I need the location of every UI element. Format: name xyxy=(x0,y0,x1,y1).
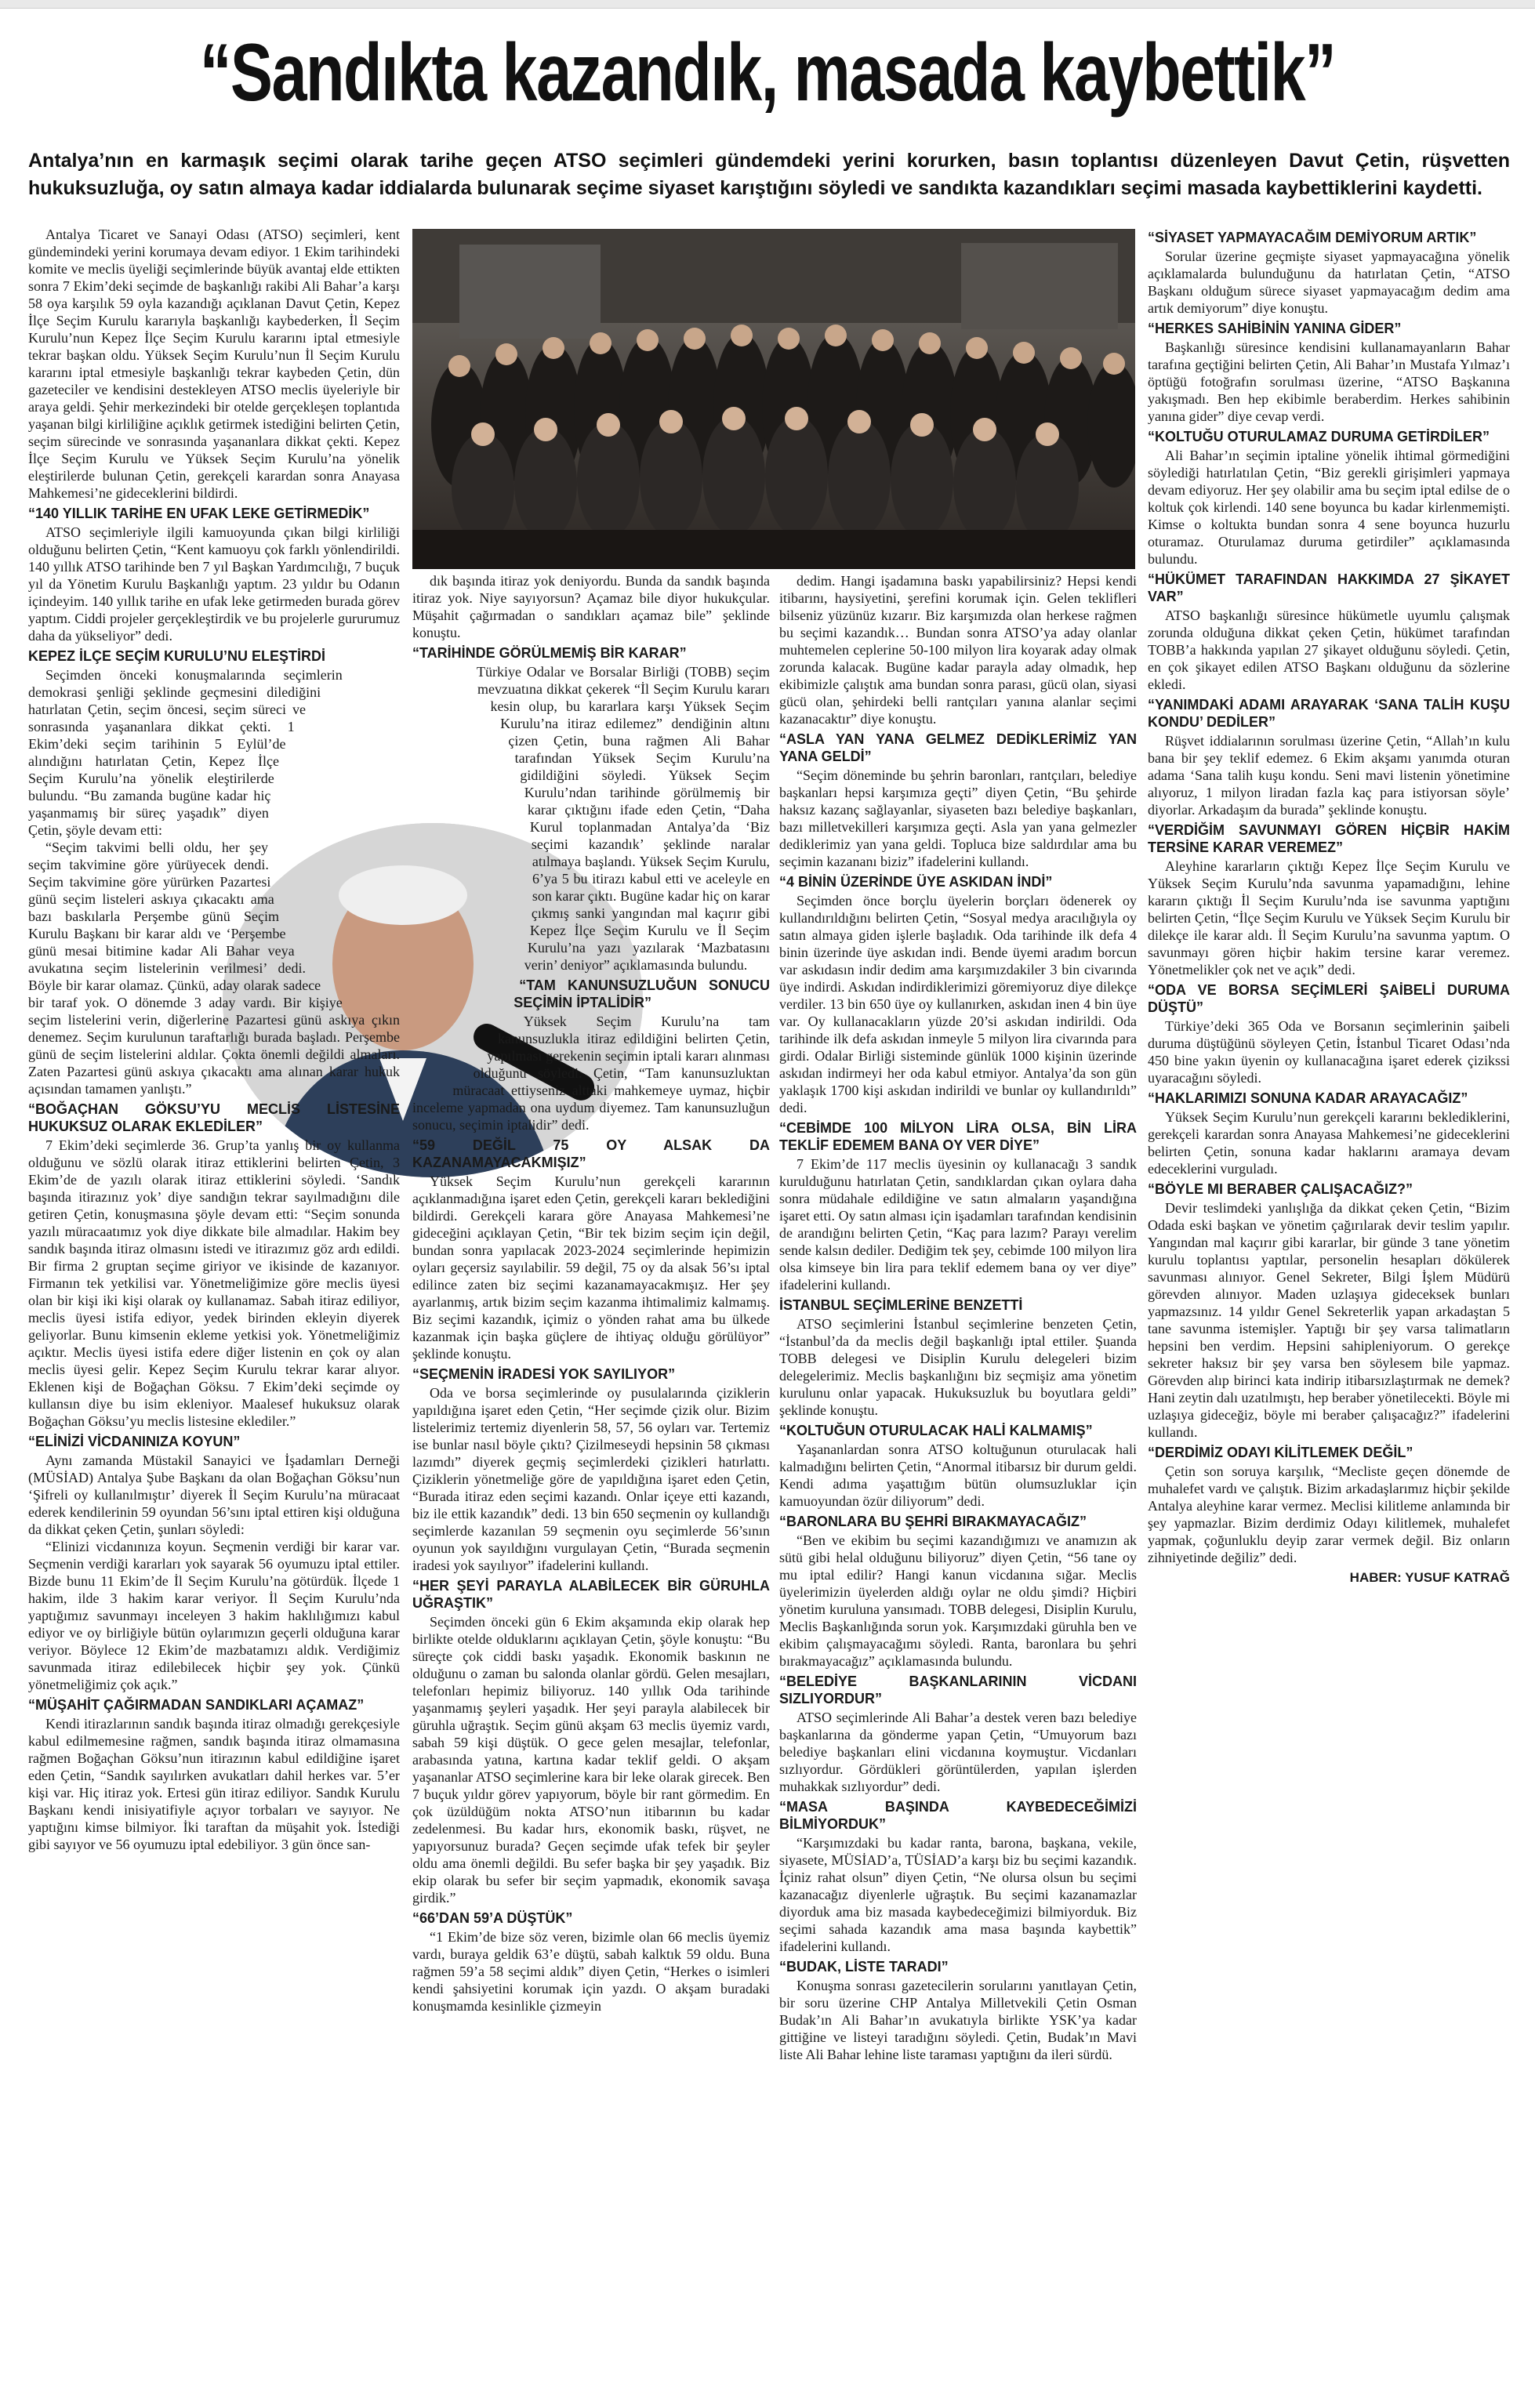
paragraph: Antalya Ticaret ve Sanayi Odası (ATSO) seçimleri, kent gündemindeki yerini korumaya devam ediyor. 1 Ekim tarihindeki komite ve meclis üyeliği seçimlerinde büyük avantaj elde ettikten sonra 7 Ekim’deki seçimde de başkanlığı rakibi Ali Bahar’a karşı 58 oya karşılık 59 oyla kazandığı açıklanan Davut Çetin, Kepez İlçe Seçim Kurulu kararıyla başkanlığı kaybederken, İl Seçim Kurulu’nun Kepez İlçe Seçim Kurulu kararını iptal etmesiyle tekrar başkan oldu. Yüksek Seçim Kurulu’nun İl Seçim Kurulu kararını iptal etmesiyle başkanlığı tekrar kaybeden Çetin, dün gazeteciler ve kendisini destekleyen ATSO meclis üyeleriyle bir araya geldi. Şehir merkezindeki bir otelde gerçekleşen toplantıda yaşanan bilgi kirliliğine açıklık getirmek istediğini belirten Çetin, seçim sürecinde ve sonrasında yaşananlara dikkat çekti. Kepez İlçe Seçim Kurulu ve Yüksek Seçim Kurulu’na yönelik eleştirilerde bulunan Çetin, gerekçeli karardan sonra Anayasa Mahkemesi’ne gideceklerini bildirdi. xyxy=(28,227,400,501)
paragraph: “Seçim döneminde bu şehrin baronları, rantçıları, belediye başkanları hepsi karşımıza geçti” diyen Çetin, “Bu şehirde haksız kazanç sağlayanlar, siyaseten bazı belediye başkanları, bazı milletvekilleri karşımıza geçti. Asla yan yana gelmezler dediklerimiz yan yana geldi. Topluca bize saldırdılar ama bu seçimin kazananı biziz” ifadelerini kullandı. xyxy=(779,767,1137,869)
paragraph: Sorular üzerine geçmişte siyaset yapmayacağına yönelik açıklamalarda bulunduğunu da hatırlatan Çetin, “ATSO Başkanı olduğum sürece siyaset yapmayacağım dedim ama artık demiyorum” diye konuştu. xyxy=(1148,248,1510,316)
paragraph: “Ben ve ekibim bu seçimi kazandığımızı ve anamızın ak sütü gibi helal olduğunu biliyoruz” diyen Çetin, “56 tane oy mu iptal edilir? Hangi kanun vicdanına sığar. Meclis üyelerimizin üyelerden aldığı oylar ne oldu şimdi? Hiçbiri yönetim kuruluna yansımadı. TOBB delegesi, Disiplin Kurulu, Meclis Başkanlığında sorun yok. Karşımızdaki güruhla ben ve ekibim çalışmayacağımı söyledi. Ranta, baronlara bu şehri bırakmayacağız” açıklamasında bulundu. xyxy=(779,1532,1137,1669)
subheading: “TARİHİNDE GÖRÜLMEMİŞ BİR KARAR” xyxy=(412,645,687,661)
paragraph: Başkanlığı süresince kendisini kullanamayanların Bahar tarafına geçtiğini belirten Çetin, Ali Bahar’ın Mustafa Yılmaz’ı öptüğü fotoğrafın sorulması üzerine, “ATSO Başkanına yakışmadı. Ben hep ekibimle beraberdim. Herkes sahibinin yanına gider” diye cevap verdi. xyxy=(1148,339,1510,424)
subheading: “ELİNİZİ VİCDANINIZA KOYUN” xyxy=(28,1434,241,1449)
subheading: “4 BİNİN ÜZERİNDE ÜYE ASKIDAN İNDİ” xyxy=(779,874,1053,890)
paragraph: ATSO başkanlığı süresince hükümetle uyumlu çalışmak zorunda olduğuna dikkat çeken Çetin, hükümet tarafından TOBB’a hakkında yapılan 27 şikayet olduğunu söyledi. Çetin, en çok şikayet edilen ATSO Başkanı olduğunu da sözlerine ekledi. xyxy=(1148,607,1510,692)
byline: HABER: YUSUF KATRAĞ xyxy=(1349,1570,1510,1585)
paragraph: Ali Bahar’ın seçimin iptaline yönelik ihtimal görmediğini söylediği hatırlatılan Çetin, “Biz gerekli girişimleri yapmaya devam ediyoruz. Her şey olabilir ama bu seçim iptal edilse de o koltuk çok kirlendi. 140 sene boyunca bu kadar kirlenmemişti. Kimse o koltukta bundan sonra 4 sene boyunca huzurlu oturamaz. Oturulamaz duruma getirdiler” açıklamasında bulundu. xyxy=(1148,448,1510,567)
paragraph: Çetin son soruya karşılık, “Mecliste geçen dönemde de muhalefet vardı ve çalıştık. Bizim arkadaşlarımız hiçbir şekilde Antalya aleyhine karar vermez. Meclisi kilitleme anlamında bir şey yapmazlar. Bizim derdimiz Odayı kilitlemek, muhalefet yapmak, çoğunluklu deyip zarar vermek değil. Biz onların zihniyetinde değiliz” dedi. xyxy=(1148,1463,1510,1565)
subheading: “ASLA YAN YANA GELMEZ DEDİKLERİMİZ YAN YANA GELDİ” xyxy=(779,731,1137,764)
paragraph: Yaşananlardan sonra ATSO koltuğunun oturulacak hali kalmadığını belirten Çetin, “Anormal itibarsız bir durum geldi. Kendi adıma yaşattığım bütün olumsuzluklar için kamuoyundan özür diliyorum” dedi. xyxy=(779,1442,1137,1509)
subheading: “YANIMDAKİ ADAMI ARAYARAK ‘SANA TALİH KUŞU KONDU’ DEDİLER” xyxy=(1148,697,1510,730)
paragraph: 7 Ekim’deki seçimlerde 36. Grup’ta yanlış bir oy kullanma olduğunu ve sözlü olarak itiraz ettiklerini belirten Çetin, 3 Ekim’de de yazılı olarak itiraz ettiklerini söyledi. ‘Sandık başında itirazınız yok’ diye sandığın tekrar sayılmadığını dile getiren Çetin, konuşmasına şöyle devam etti: “Seçim sonunda yazılı müracaatımız yok diye dikkate bile almadılar. Hakim bey sandık başında itiraz olmasını istedi ve itirazımız göz ardı edildi. Bir firma 2 gruptan seçime giriyor ve ikisinde de kazanıyor. Firmanın tek yetkilisi var. Yönetmeliğimize göre meclis üyesi olan bir kişi iki kişi olarak oy kullanamaz. Sabah itiraz ediliyor, meclis üyesi istifa ediyor, yedek birinden ekleyin diyerek geliyorlar. Bunu kimsenin ekleme yetkisi yok. Yönetmeliğimiz açıktır. Meclis üyesi istifa edere diğer listenin en çok oy alan meclis üyesi gelir. Kepez Seçim Kurulu tekrar karar alıyor. Eklenen kişi de Boğaçhan Göksu. 7 Ekim’deki seçimde oy kullansın diye bu isim ekleniyor. Maalesef hukuksuz olarak Boğaçhan Göksu’yu meclis listesine eklediler.” xyxy=(28,1137,400,1429)
paragraph: Seçimden önceki konuşmalarında seçimlerin demokrasi şenliği şeklinde geçmesini dilediğini hatırlatan Çetin, seçim öncesi, seçim süreci ve sonrasında yaşananlara dikkat çekti. 1 Ekim’deki seçim tarihinin 5 Eylül’de alındığını hatırlatan Çetin, Kepez İlçe Seçim Kurulu’na yönelik eleştirilerde bulundu. “Bu zamanda bugüne kadar hiç yaşanmamış bir süreç yaşadık” diyen Çetin, şöyle devam etti: xyxy=(28,667,343,838)
column-3 xyxy=(779,572,1137,2374)
subheading: “59 DEĞİL 75 OY ALSAK DA KAZANAMAYACAKMIŞIZ” xyxy=(412,1137,770,1170)
paragraph: Türkiye Odalar ve Borsalar Birliği (TOBB) seçim mevzuatına dikkat çekerek “İl Seçim Kurulu kararı kesin olup, bu kararlara karşı Yüksek Seçim Kurulu’na itiraz edilemez” dendiğinin altını çizen Çetin, buna rağmen Ali Bahar tarafından Yüksek Seçim Kurulu’na gidildiğini söyledi. Yüksek Seçim Kurulu’ndan tarihinde görülmemiş bir karar çıktığını ifade eden Çetin, “Daha Kurul toplanmadan Antalya’da ‘Biz seçimi kazandık’ şeklinde naralar atılmaya başlandı. Yüksek Seçim Kurulu, 6’ya 5 bu itirazı kabul etti ve aceleyle en son karar çıktı. Bugüne kadar hiç on karar çıkmış sanki yangından mal kaçırır gibi Kepez İlçe Seçim Kurulu ve İl Seçim Kurulu’na yazı yazılarak ‘Mazbatasını verin’ deniyor” açıklamasında bulundu. xyxy=(476,664,770,973)
group-photo-illustration xyxy=(412,229,1135,569)
paragraph: Türkiye’deki 365 Oda ve Borsanın seçimlerinin şaibeli duruma düştüğünü söyleyen Çetin, İstanbul Ticaret Odası’nda 450 bine yakın üyenin oy kullanacağına işaret ederek çizikssi uyaracağını söyledi. xyxy=(1148,1018,1510,1086)
group-photo xyxy=(412,229,1135,569)
paragraph: ATSO seçimleriyle ilgili kamuoyunda çıkan bilgi kirliliği olduğunu belirten Çetin, “Kent kamuoyu çok farklı yönlendirildi. 140 yıllık ATSO tarihinde ben 7 yıl Başkan Yardımcılığı, 7 buçuk yıl da Yönetim Kurulu Başkanlığı yaptım. 23 yıldır bu Odanın içindeyim. 140 yıllık tarihe en ufak leke getirmeden burada görev yaptım. Ciddi projeler gerçekleştirdik ve bu projelerle gururumuz daha da yükseliyor” dedi. xyxy=(28,524,400,644)
subheading: KEPEZ İLÇE SEÇİM KURULU’NU ELEŞTİRDİ xyxy=(28,648,326,664)
paragraph: Oda ve borsa seçimlerinde oy pusulalarında çiziklerin yapıldığına işaret eden Çetin, “Her seçimde çizik olur. Bizim listelerimiz tertemiz diyenlerin 58, 57, 56 oyları var. Tertemiz ise bunlar nasıl böyle çıktı? Çizilmeseydi hepsinin 58 çıkması lazımdı” diyerek geçmiş seçimlerdeki çizikleri hatırlattı. Çiziklerin yönetmeliğe göre de yapıldığına işaret eden Çetin, “Burada itiraz eden seçimi kazandı. Onlar içeye etti kazandı, biz ile ettik kazandık” dedi. 13 bin 650 seçmenin oy kullandığı seçimlerde kazanılan 59 seçmenin oyu seçimlerde 56’sının oyunun yok sayıldığını vurgulayan Çetin, “Burada seçmenin iradesi yok sayılıyor” ifadelerini kullandı. xyxy=(412,1385,770,1573)
subheading: İSTANBUL SEÇİMLERİNE BENZETTİ xyxy=(779,1297,1023,1313)
paragraph: Konuşma sonrası gazetecilerin sorularını yanıtlayan Çetin, bir soru üzerine CHP Antalya Milletvekili Çetin Osman Budak’ın Ali Bahar’ın avukatıyla birlikte YSK’ya kadar gittiğine ve listeyi taradığını söyledi. Çetin, Budak’ın Mavi liste Ali Bahar lehine liste taraması yaptığını da ileri sürdü. xyxy=(779,1978,1137,2062)
subheading: “ODA VE BORSA SEÇİMLERİ ŞAİBELİ DURUMA DÜŞTÜ” xyxy=(1148,982,1510,1015)
subheading: “VERDİĞİM SAVUNMAYI GÖREN HİÇBİR HAKİM TERSİNE KARAR VEREMEZ” xyxy=(1148,822,1510,855)
subheading: “BOĞAÇHAN GÖKSU’YU MECLİS LİSTESİNE HUKUKSUZ OLARAK EKLEDİLER” xyxy=(28,1101,400,1134)
subheading: “BÖYLE MI BERABER ÇALIŞACAĞIZ?” xyxy=(1148,1181,1413,1197)
paragraph: 7 Ekim’de 117 meclis üyesinin oy kullanacağı 3 sandık kurulduğunu hatırlatan Çetin, sandıklardan çıkan oylara daha sonra müdahale edildiğine ve satın almaların yaşandığına işaret etti. Oy satın alması için işadamları tarafından kendisinin de arandığını belirten Çetin, “Kaç para lazım? Parayı verelim sende kalsın dediler. Dediğim tek şey, cebimde 100 milyon lira olsa kimseye bin lira para teklif edemem bana oy ver diye” ifadelerini kullandı. xyxy=(779,1156,1137,1293)
paragraph: Aleyhine kararların çıktığı Kepez İlçe Seçim Kurulu ve Yüksek Seçim Kurulu’nda savunma yapamadığını, lehine kararın çıktığı İl Seçim Kurulu’nda ise savunma yaptığını belirten Çetin, “İlçe Seçim Kurulu ve Yüksek Seçim Kurulu bir dilekçe ile karar aldı. İl Seçim Kurulu’na savunma yaptım. O savunmayı gören hiçbir hakim tersine karar veremez. Yönetmelikler çok net ve açık” dedi. xyxy=(1148,858,1510,977)
paragraph: Kendi itirazlarının sandık başında itiraz olmadığı gerekçesiyle kabul edilmemesine rağmen, sandık başında itiraz olmamasına rağmen Boğaçhan Göksu’nun itirazının kabul edildiğine işaret eden Çetin, “Sandık sayılırken avukatları dahil herkes var. 5’er kişi var. Hiç itiraz yok. Ertesi gün itiraz ediliyor. Sandık Kurulu Başkanı kendi inisiyatifiyle açıyor torbaları ve sayıyor. Ne yaptığını kimse bilmiyor. İki taraftan da müşahit yok. İstediği gibi sayıyor ve 56 oyumuzu iptal edebiliyor. 3 gün önce san- xyxy=(28,1716,400,1852)
paragraph: “1 Ekim’de bize söz veren, bizimle olan 66 meclis üyemiz vardı, buraya geldik 63’e düştü, sabah kalktık 59 oldu. Buna rağmen 59’a 58 seçimi aldık” diyen Çetin, “Herkes o isimleri kendi şahsiyetini korumak için yazdı. O akşam buradaki konuşmamda kesinlikle çizmeyin xyxy=(412,1929,770,2014)
paragraph: Devir teslimdeki yanlışlığa da dikkat çeken Çetin, “Bizim Odada eski başkan ve yönetim çağırılarak devir teslim yapılır. Yangından mal kaçırır gibi kararlar, bir günde 3 tane yönetim kurulu toplantısı yaptılar, personelin hesapları dökülerek savunması alınıyor. Genel Sekreter, Bilgi İşlem Müdürü görevden alınıyor. Maden uzlaşıya gideceksek bunları yapmazsınız. 14 yıldır Genel Sekreterlik yapan arkadaştan 5 tane savunma istemişler. Yaptığı bir şey varsa talimatların hepsini ben verdim. Hepsini sahipleniyorum. O gerekçe sekreter haksız bir şey varsa ben söylesem bile yapmaz. Görevden alıp birinci kata indirip itibarsızlaştırmak ne demek? Hani zeytin dalı uzatılmıştı, hep beraber yönetilecekti. Böyle mi uzlaşıya gideceğiz, böyle mi beraber çalışacağız?” ifadelerini kullandı. xyxy=(1148,1200,1510,1440)
column-4 xyxy=(1148,226,1510,2374)
subheading: “TAM KANUNSUZLUĞUN SONUCU SEÇİMİN İPTALİDİR” xyxy=(513,977,770,1010)
subheading: “SİYASET YAPMAYACAĞIM DEMİYORUM ARTIK” xyxy=(1148,230,1477,245)
paragraph: “Elinizi vicdanınıza koyun. Seçmenin verdiği bir karar var. Seçmenin verdiği kararları yok sayarak 56 oyumuzu iptal ettiler. Bizde bunu 11 Ekim’de İl Seçim Kurulu’na götürdük. İlçede 1 hakim, ilde 3 hakim karar veriyor. İl Seçim Kurulu’nda yaptığımız savunmayı inceleyen 3 hakim haklılığımızı kabul ediyor ve oy birliğiyle bütün oylarımızın geçerli olduğuna karar veriyor. Böylece 12 Ekim’de mazbatamızı aldık. Verdiğimiz savunmada itiraz edilebilecek hiçbir şey yok. Çünkü yönetmeliğimiz çok açık.” xyxy=(28,1539,400,1692)
paragraph: Aynı zamanda Müstakil Sanayici ve İşadamları Derneği (MÜSİAD) Antalya Şube Başkanı da olan Boğaçhan Göksu’nun ‘Şifreli oy kullanılmıştır’ diyerek İl Seçim Kurulu’na müracaat ederek kendilerinin 59 oyundan 56’sını iptal ettiren kişi olduğuna da dikkat çeken Çetin, şunları söyledi: xyxy=(28,1452,400,1537)
paragraph: “Karşımızdaki bu kadar ranta, barona, başkana, vekile, siyasete, MÜSİAD’a, TÜSİAD’a karşı biz bu seçimi kazandık. İçiniz rahat olsun” diyen Çetin, “Ne olursa olsun bu seçimi kazanacağız diyenlerle uğraştık. Bu seçimi kazanamazlar diyorduk ama biz masada kaybedeceğimizi bilmiyorduk. Biz seçimi sahada kazandık ama masa başında kaybettik” ifadelerini kullandı. xyxy=(779,1835,1137,1954)
subheading: “HERKES SAHİBİNİN YANINA GİDER” xyxy=(1148,321,1402,336)
subheading: “CEBİMDE 100 MİLYON LİRA OLSA, BİN LİRA TEKLİF EDEMEM BANA OY VER DİYE” xyxy=(779,1120,1137,1153)
subheading: “HER ŞEYİ PARAYLA ALABİLECEK BİR GÜRUHLA UĞRAŞTIK” xyxy=(412,1578,770,1611)
column-1 xyxy=(28,226,400,2374)
subheading: “HAKLARIMIZI SONUNA KADAR ARAYACAĞIZ” xyxy=(1148,1090,1468,1106)
paragraph: Rüşvet iddialarının sorulması üzerine Çetin, “Allah’ın kulu bana bir şey teklif edemez. 6 Ekim akşamı yanımda oturan adama ‘Sana talih kuşu kondu. Seni mavi listenin yönetimine alıyoruz, 1 milyon liradan fazla kaç para istiyorsan söyle’ diyorlar. Arkadaşım da burada” şeklinde konuştu. xyxy=(1148,733,1510,818)
subheading: “KOLTUĞU OTURULAMAZ DURUMA GETİRDİLER” xyxy=(1148,429,1490,444)
subheading: “KOLTUĞUN OTURULACAK HALİ KALMAMIŞ” xyxy=(779,1423,1093,1438)
paragraph: dedim. Hangi işadamına baskı yapabilirsiniz? Hepsi kendi itibarını, haysiyetini, şerefini korumak için. Gelen teklifleri bilseniz yüzünüz kızarır. Biz karşımızda olan herkese rağmen bu seçimi kazandık… Bundan sonra ATSO’ya aday olanlar muhtemelen ceplerine 50-100 milyon lira koyarak aday olmak zorunda kalacak. Bugüne kadar parayla aday olmadık, hep ekibimizle çalıştık ama bundan sonra parası, gücü olan, siyasi gücü olan, şehirdeki belli rantçıları yanına alanlar seçimi kazanacaktır” diye konuştu. xyxy=(779,573,1137,727)
column-2 xyxy=(412,572,770,2374)
subheading: “BARONLARA BU ŞEHRİ BIRAKMAYACAĞIZ” xyxy=(779,1514,1087,1529)
subheading: “BELEDİYE BAŞKANLARININ VİCDANI SIZLIYORDUR” xyxy=(779,1674,1137,1706)
paragraph: Seçimden önce borçlu üyelerin borçları ödenerek oy kullandırıldığını belirten Çetin, “Sosyal medya aracılığıyla oy satın almaya giden işlerle başladık. Oda tarihinde ilk defa 4 binin üzerinde üye askıdan indi. Bende üyemi aradım borcun var askıdasın indir dedim ama karşımızdakiler 3 bin civarında üye indirdi. Askıdan indirdiklerimizi göremiyoruz diye dilekçe verdiler. 13 bin 650 üye oy kullanırken, askıdan inen 4 bin üye var. Oy kullanacakların yüzde 20’si askıdan indirildi. Oda tarihinde ilk defa askıdan inmeyle 5 milyon lira civarında para girdi. Odalar Birliği sisteminde günlük 1000 kişinin üzerinde askıdan indirmeyi her oda kabul etmiyor. Antalya’da son gün yaklaşık 1700 kişi askıdan indirildi ve bunlar oy kullandırıldı” dedi. xyxy=(779,893,1137,1115)
subheading: “BUDAK, LİSTE TARADI” xyxy=(779,1959,949,1975)
subheading: “MASA BAŞINDA KAYBEDECEĞİMİZİ BİLMİYORDUK” xyxy=(779,1799,1137,1832)
subheading: “MÜŞAHİT ÇAĞIRMADAN SANDIKLARI AÇAMAZ” xyxy=(28,1697,365,1713)
paragraph: dık başında itiraz yok deniyordu. Bunda da sandık başında itiraz yok. Niye sayıyorsun? Açamaz bile diyor hukukçular. Müşahit çağırmadan o sandıkları açamaz bile” şeklinde konuştu. xyxy=(412,573,770,640)
paragraph: Yüksek Seçim Kurulu’nun gerekçeli kararının açıklanmadığına işaret eden Çetin, gerekçeli kararı beklediğini bildirdi. Gerekçeli karara göre Anayasa Mahkemesi’ne gideceğini açıklayan Çetin, “Bir tek bizim seçim için değil, bundan sonra yapılacak 2023-2024 seçimlerinde hepimizin oyları geçersiz sayılabilir. 59 değil, 75 oy da alsak 56’sı iptal edilince zaten biz seçimi kazanamayacakmışız. Her şey ayarlanmış, artık bizim seçim kazanma ihtimalimiz kalmamış. Biz seçimi kazandık, içimiz o yönden rahat ama bu ülkede kazanmak için başka güçlere de ihtiyaç olduğu görülüyor” şeklinde konuştu. xyxy=(412,1173,770,1362)
paragraph: ATSO seçimlerinde Ali Bahar’a destek veren bazı belediye başkanlarına da gönderme yapan Çetin, “Umuyorum bazı belediye başkanları elini vicdanına koymuştur. Vicdanları sızlıyordur. Gördükleri görüntülerden, yapılan işlerden muhakkak sızlıyordur” dedi. xyxy=(779,1710,1137,1794)
paragraph: ATSO seçimlerini İstanbul seçimlerine benzeten Çetin, “İstanbul’da da meclis değil başkanlığı iptal ettiler. Şuanda TOBB delegesi ve Disiplin Kurulu delegeleri bizim delegelerimiz. Meclis başkanlığını biz seçmişiz ama yönetim kurulunu onlar yapacak. Hukuksuzluk bu boyutlara geldi” şeklinde konuştu. xyxy=(779,1316,1137,1418)
subheading: “66’DAN 59’A DÜŞTÜK” xyxy=(412,1910,573,1926)
subheading: “DERDİMİZ ODAYI KİLİTLEMEK DEĞİL” xyxy=(1148,1445,1413,1460)
subheading: “140 YILLIK TARİHE EN UFAK LEKE GETİRMEDİK” xyxy=(28,506,370,521)
subheading: “HÜKÜMET TARAFINDAN HAKKIMDA 27 ŞİKAYET VAR” xyxy=(1148,571,1510,604)
headline: “Sandıkta kazandık, masada kaybettik” xyxy=(199,27,1336,118)
top-strip xyxy=(0,0,1535,9)
paragraph: Yüksek Seçim Kurulu’nun gerekçeli kararını beklediklerini, gerekçeli karardan sonra Anayasa Mahkemesi’ne gideceklerini belirten Çetin, sonuna kadar haklarını aramaya devam edeceklerini vurguladı. xyxy=(1148,1109,1510,1177)
paragraph: Yüksek Seçim Kurulu’na tam kanunsuzlukla itiraz edildiğini belirten Çetin, yapılması gerekenin seçimin iptali kararı alınması olduğunu söyledi. Çetin, “Tam kanunsuzluktan müracaat ettiyseniz alttaki mahkemeye uymaz, hiçbir inceleme yapmadan ona uydum diyemez. Tam kanunsuzluğun sonucu, seçimin iptalidir” dedi. xyxy=(412,1014,770,1133)
paragraph: Seçimden önceki gün 6 Ekim akşamında ekip olarak hep birlikte otelde olduklarını açıklayan Çetin, şöyle konuştu: “Bu süreçte çok ciddi baskı yaşadık. Ekonomik baskının ne olduğunu o zaman bu salonda olanlar gördü. Gelen mesajları, telefonları hepimiz biliyoruz. 140 yıllık Oda tarihinde yaşanmamış şeyleri yaşadık. Her şeyi parayla alabilecek bir güruhla uğraştık. Seçim günü akşam 63 meclis üyemiz vardı, sabah 59 kişi düştük. O gece gelen mesajlar, telefonlar, arabasında yatına, kartına kadar teklif geldi. O akşam yaşananlar ATSO seçimlerine kara bir leke olarak girecek. Ben 7 buçuk yıldır görev yapıyorum, böyle bir rant görmedim. En çok üzüldüğüm nokta ATSO’nun itibarının bu kadar zedelenmesi. Bu kadar hırs, ekonomik baskı, rüşvet, ne yapıyorsunuz burada? Geçen seçimde ufak tefek bir şeyler oldu ama önemli değildi. Bu sefer başka bir şey yaşadık. Biz ekip olarak bu sefer bir seçim yapmadık, ekonomik savaşa girdik.” xyxy=(412,1614,770,1906)
article-spot: Antalya’nın en karmaşık seçimi olarak tarihe geçen ATSO seçimleri gündemdeki yerini korurken, basın toplantısı düzenleyen Davut Çetin, rüşvetten hukuksuzluğa, oy satın almaya kadar iddialarda bulunarak seçime siyaset karıştığını söyledi ve sandıkta kazandıkları seçimi masada kaybettiklerini kaydetti. xyxy=(28,150,1510,199)
paragraph: “Seçim takvimi belli oldu, her şey seçim takvimine göre yürüyecek dendi. Seçim takvimine göre yürürken Pazartesi günü seçim listeleri askıya çıkacaktı ama bazı baskılarla Perşembe günü Seçim Kurulu Başkanı bir karar aldı ve ‘Perşembe günü mesai bitimine kadar Ali Bahar veya avukatına seçim listelerinin verilmesi’ dedi. Böyle bir karar olamaz. Çünkü, aday olarak sadece bir taraf yok. O dönemde 3 aday vardı. Bir kişiye seçim listelerini verin, diğerlerine Pazartesi günü askıya çıkın denemez. Seçim kurulunun taraftarlığı burada başladı. Perşembe günü de seçim listelerini aldılar. Çokta önemli değildi almaları. Zaten Pazartesi günü askıya çıkacaktı ama alınan karar hukuk açısından tamamen yanlıştı.” xyxy=(28,840,400,1097)
subheading: “SEÇMENİN İRADESİ YOK SAYILIYOR” xyxy=(412,1366,676,1382)
